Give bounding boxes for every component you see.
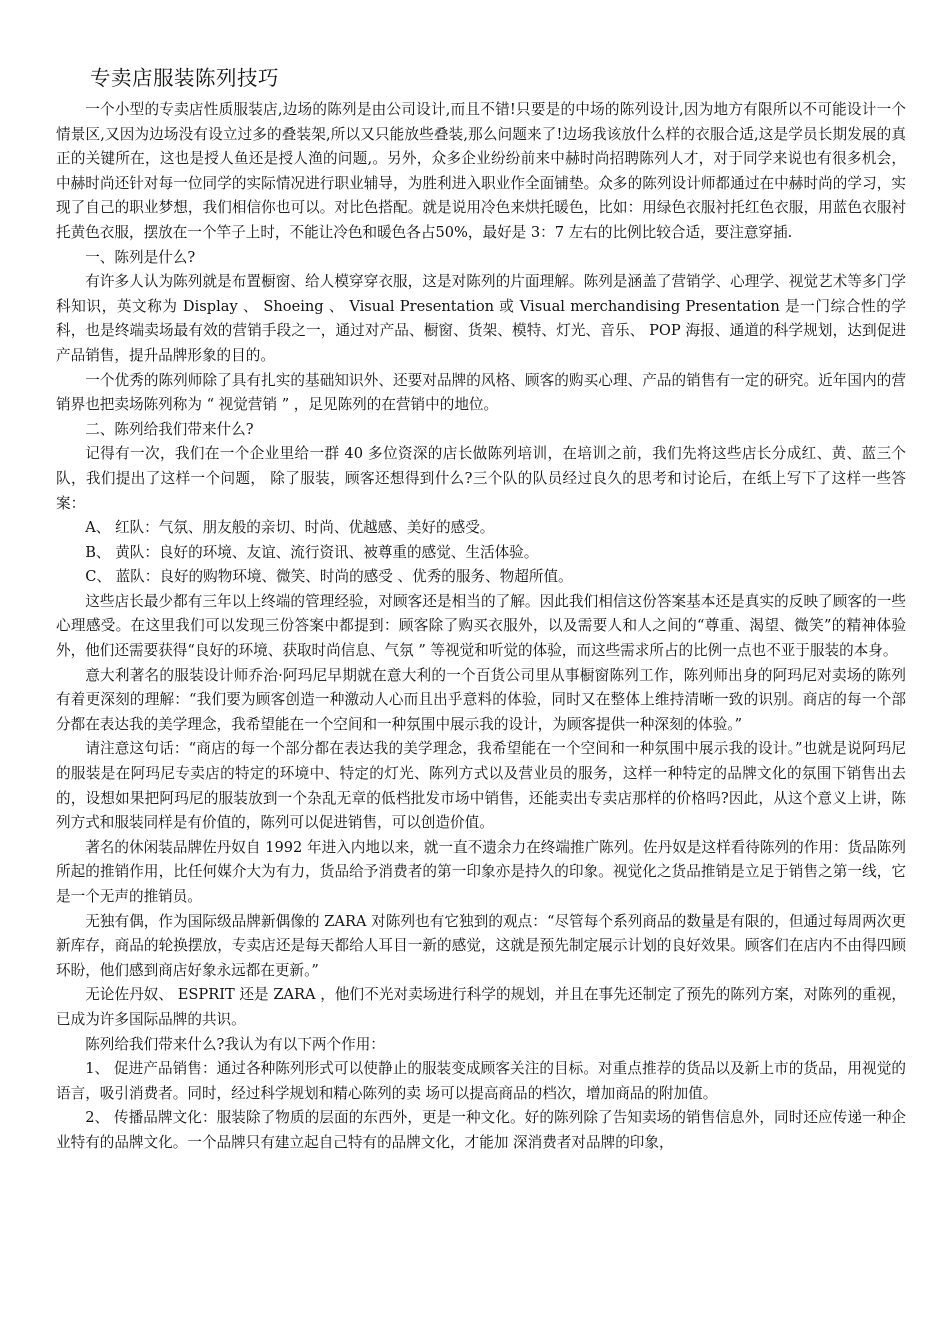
list-item-promote-sales: 1、 促进产品销售：通过各种陈列形式可以使静止的服装变成顾客关注的目标。对重点推荐的货品以及新上市的货品，用视觉的语言，吸引消费者。同时，经过科学规划和精心陈列的卖 场可以提高商品的档次，增加商品的附加值。	[56, 1060, 906, 1102]
list-item-brand-culture: 2、 传播品牌文化：服装除了物质的层面的东西外，更是一种文化。好的陈列除了告知卖场的销售信息外，同时还应传递一种企业特有的品牌文化。一个品牌只有建立起自己特有的品牌文化，才能加 深消费者对品牌的印象，	[56, 1109, 906, 1151]
paragraph-two-effects: 陈列给我们带来什么?我认为有以下两个作用：	[85, 1035, 385, 1053]
paragraph-armani: 意大利著名的服装设计师乔治·阿玛尼早期就在意大利的一个百货公司里从事橱窗陈列工作，陈列师出身的阿玛尼对卖场的陈列有着更深刻的理解：“我们要为顾客创造一种激动人心而且出乎意料的体验，同时又在整体上维持清晰一致的识别。商店的每一个部分都在表达我的美学理念，我希望能在一个空间和一种氛围中展示我的设计，为顾客提供一种深刻的体验。”	[56, 666, 906, 733]
list-item-yellow-team: B、 黄队：良好的环境、友谊、流行资讯、被尊重的感觉、生活体验。	[85, 543, 539, 561]
heading-what-display-brings: 二、陈列给我们带来什么?	[85, 420, 254, 438]
list-item-blue-team: C、 蓝队：良好的购物环境、微笑、时尚的感受 、优秀的服务、物超所值。	[85, 568, 573, 586]
paragraph-store-managers: 这些店长最少都有三年以上终端的管理经验，对顾客还是相当的了解。因此我们相信这份答案基本还是真实的反映了顾客的一些心理感受。在这里我们可以发现三份答案中都提到：顾客除了购买衣服外，以及需要人和人之间的“尊重、渴望、微笑”的精神体验外，他们还需要获得“良好的环境、获取时尚信息、气氛 ” 等视觉和听觉的体验，而这些需求所占的比例一点也不亚于服装的本身。	[56, 592, 906, 660]
heading-what-is-display: 一、陈列是什么?	[85, 248, 196, 266]
paragraph-display-designer: 一个优秀的陈列师除了具有扎实的基础知识外、还要对品牌的风格、顾客的购买心理、产品的销售有一定的研究。近年国内的营销界也把卖场陈列称为 “ 视觉营销 ” ，足见陈列的在营销中的地位。	[56, 371, 906, 414]
paragraph-brands-consensus: 无论佐丹奴、 ESPRIT 还是 ZARA ，他们不光对卖场进行科学的规划，并且在事先还制定了预先的陈列方案，对陈列的重视，已成为许多国际品牌的共识。	[56, 986, 906, 1028]
document-title: 专卖店服装陈列技巧	[90, 66, 279, 90]
paragraph-display-definition: 有许多人认为陈列就是布置橱窗、给人模穿穿衣服，这是对陈列的片面理解。陈列是涵盖了营销学、心理学、视觉艺术等多门学科知识，英文称为 Display 、 Shoeing 、 Visual Presentation 或 Visual merchandising Presentation 是一门综合性的学科，也是终端卖场最有效的营销手段之一，通过对产品、橱窗、货架、模特、灯光、音乐、 POP 海报、通道的科学规划，达到促进产品销售，提升品牌形象的目的。	[56, 273, 906, 364]
paragraph-giordano: 著名的休闲装品牌佐丹奴自 1992 年进入内地以来，就一直不遗余力在终端推广陈列。佐丹奴是这样看待陈列的作用：货品陈列所起的推销作用，比任何媒介大为有力，货品给予消费者的第一印象亦是持久的印象。视觉化之货品推销是立足于销售之第一线，它是一个无声的推销员。	[56, 838, 906, 905]
paragraph-armani-quote: 请注意这句话：“商店的每一个部分都在表达我的美学理念，我希望能在一个空间和一种氛围中展示我的设计。”也就是说阿玛尼的服装是在阿玛尼专卖店的特定的环境中、特定的灯光、陈列方式以及营业员的服务，这样一种特定的品牌文化的氛围下销售出去的，设想如果把阿玛尼的服装放到一个杂乱无章的低档批发市场中销售，还能卖出专卖店那样的价格吗?因此，从这个意义上讲，陈列方式和服装同样是有价值的，陈列可以促进销售，可以创造价值。	[56, 740, 906, 832]
paragraph-intro: 一个小型的专卖店性质服装店,边场的陈列是由公司设计,而且不错!只要是的中场的陈列设计,因为地方有限所以不可能设计一个情景区,又因为边场没有设立过多的叠装架,所以又只能放些叠装,那么问题来了!边场我该放什么样的衣服合适,这是学员长期发展的真正的关键所在，这也是授人鱼还是授人渔的问题,。另外，众多企业纷纷前来中赫时尚招聘陈列人才，对于同学来说也有很多机会，中赫时尚还针对每一位同学的实际情况进行职业辅导，为胜利进入职业作全面铺垫。众多的陈列设计师都通过在中赫时尚的学习，实现了自己的职业梦想，我们相信你也可以。对比色搭配。就是说用冷色来烘托暖色，比如：用绿色衣服衬托红色衣服，用蓝色衣服衬托黄色衣服，摆放在一个竿子上时，不能让冷色和暖色各占50%，最好是 3：7 左右的比例比较合适，要注意穿插.	[56, 101, 906, 241]
list-item-red-team: A、 红队：气氛、朋友般的亲切、时尚、优越感、美好的感受。	[85, 519, 495, 537]
paragraph-training-story: 记得有一次，我们在一个企业里给一群 40 多位资深的店长做陈列培训，在培训之前，我们先将这些店长分成红、黄、蓝三个队，我们提出了这样一个问题， 除了服装，顾客还想得到什么?三个队的队员经过良久的思考和讨论后，在纸上写下了这样一些答案：	[56, 445, 906, 512]
paragraph-zara: 无独有偶，作为国际级品牌新偶像的 ZARA 对陈列也有它独到的观点：“尽管每个系列商品的数量是有限的，但通过每周两次更新库存，商品的轮换摆放，专卖店还是每天都给人耳目一新的感觉，这就是预先制定展示计划的良好效果。顾客们在店内不由得四顾环盼，他们感到商店好象永远都在更新。”	[56, 912, 906, 979]
